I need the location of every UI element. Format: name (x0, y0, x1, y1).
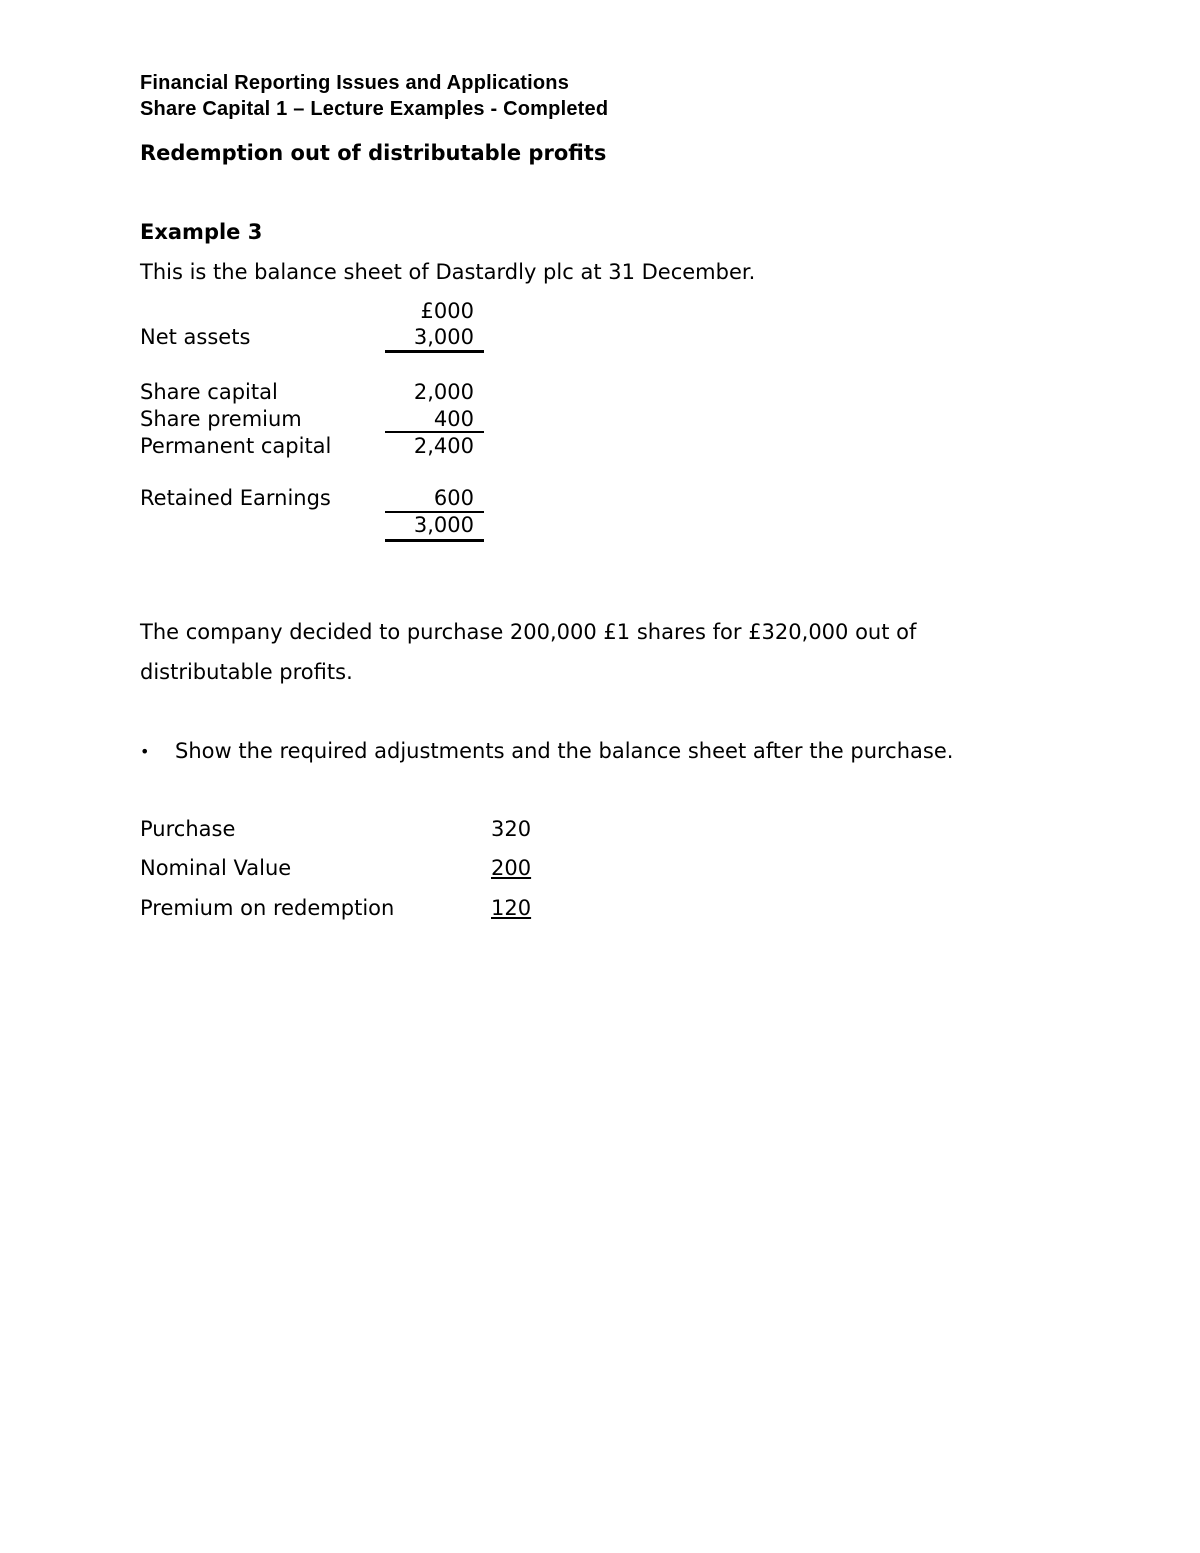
task-text: Show the required adjustments and the balance sheet after the purchase. (175, 739, 954, 763)
bullet-icon: • (140, 742, 150, 761)
example-intro: This is the balance sheet of Dastardly plc at 31 December. (140, 260, 756, 284)
permanent-capital-label: Permanent capital (140, 434, 332, 458)
example-title: Example 3 (140, 220, 263, 244)
permanent-capital-value: 2,400 (413, 434, 474, 458)
net-assets-rule (385, 350, 484, 353)
nominal-value-label: Nominal Value (140, 856, 292, 880)
retained-earnings-label: Retained Earnings (140, 486, 331, 510)
section-heading: Redemption out of distributable profits (140, 141, 607, 165)
share-premium-label: Share premium (140, 407, 302, 431)
premium-value: 120 (491, 896, 532, 920)
scenario-line-1: The company decided to purchase 200,000 £1 shares for £320,000 out of (140, 620, 917, 644)
scenario-line-2: distributable profits. (140, 660, 353, 684)
course-title: Financial Reporting Issues and Applications (140, 72, 570, 94)
purchase-value: 320 (491, 817, 532, 841)
unit-header: £000 (420, 299, 474, 323)
nominal-value-value: 200 (491, 856, 532, 880)
balance-total-double-rule (385, 539, 484, 542)
purchase-label: Purchase (140, 817, 236, 841)
net-assets-value: 3,000 (413, 325, 474, 349)
share-capital-label: Share capital (140, 380, 278, 404)
premium-label: Premium on redemption (140, 896, 395, 920)
share-premium-value: 400 (433, 407, 474, 431)
share-capital-value: 2,000 (413, 380, 474, 404)
retained-earnings-value: 600 (433, 486, 474, 510)
net-assets-label: Net assets (140, 325, 251, 349)
balance-total-value: 3,000 (413, 513, 474, 537)
document-subtitle: Share Capital 1 – Lecture Examples - Completed (140, 98, 609, 120)
share-premium-rule (385, 431, 484, 433)
